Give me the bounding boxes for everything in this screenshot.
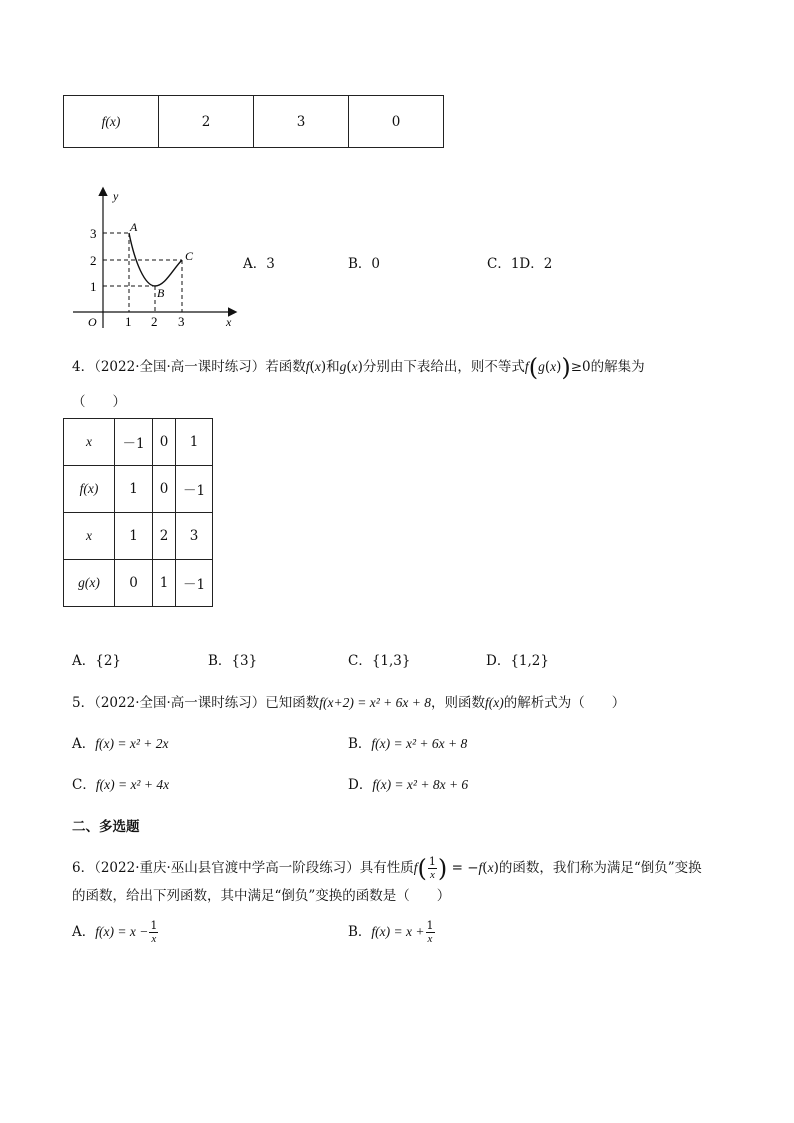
table-cell: 3	[176, 513, 213, 560]
y-tick-3: 3	[90, 226, 97, 241]
table-row	[64, 560, 213, 607]
q6-stem: 6．（2022·重庆·巫山县官渡中学高一阶段练习）具有性质f( $\frac{1}{x}$ ) = −f(x)的函数，我们称为满足“倒负”变换	[72, 854, 702, 883]
q5-prefix: 5．（2022·全国·高一课时练习）已知函数	[72, 695, 320, 711]
q6-prefix: 6．（2022·重庆·巫山县官渡中学高一阶段练习）具有性质	[72, 860, 414, 876]
q5-stem	[72, 694, 625, 712]
q5-option-b: B．f(x) = x² + 6x + 8	[348, 736, 468, 752]
origin-label: O	[88, 315, 97, 329]
table-row	[64, 419, 213, 466]
q4-gx: g	[339, 359, 347, 374]
table-cell: 0	[349, 96, 444, 148]
q3-option-c: C．1D．2	[487, 256, 553, 272]
dashed-guides	[103, 233, 182, 312]
y-axis-label: y	[113, 189, 119, 203]
table-cell: 2	[153, 513, 176, 560]
q5-given: f(x+2) = x² + 6x + 8	[319, 695, 431, 710]
table-cell: 1	[115, 513, 153, 560]
q5-option-c: C．f(x) = x² + 4x	[72, 777, 170, 793]
q5-fx: f(x)	[485, 695, 504, 710]
x-axis-label: x	[226, 315, 232, 329]
q4-fgx: f	[524, 359, 529, 374]
x-tick-3: 3	[178, 314, 185, 329]
x-tick-1: 1	[125, 314, 132, 329]
table-cell: －1	[176, 466, 213, 513]
table-cell-label: f(x)	[64, 96, 159, 148]
table-cell: 0	[153, 466, 176, 513]
q4-prefix: 4．（2022·全国·高一课时练习）若函数	[72, 359, 306, 375]
q4-paren: （ ）	[72, 394, 126, 410]
function-graph	[65, 183, 245, 333]
q6-suffix: 的函数，我们称为满足“倒负”变换	[498, 860, 702, 876]
q4-option-a: A．{2}	[72, 653, 122, 669]
table-cell: 1	[115, 466, 153, 513]
q5-option-a: A．f(x) = x² + 2x	[72, 736, 169, 752]
table-cell: 1	[153, 560, 176, 607]
x-tick-2: 2	[151, 314, 158, 329]
q4-mid2: 分别由下表给出，则不等式	[362, 359, 525, 375]
q4-fx: f	[305, 359, 310, 374]
y-tick-2: 2	[90, 253, 97, 268]
q4-option-c: C．{1,3}	[348, 653, 411, 669]
q3-option-b: B．0	[348, 256, 381, 272]
q5-suffix: 的解析式为（ ）	[503, 695, 626, 711]
table-cell: 2	[159, 96, 254, 148]
point-c-label: C	[185, 249, 194, 263]
table-cell: 0	[115, 560, 153, 607]
table-cell-label: x	[64, 419, 115, 466]
table-row	[64, 513, 213, 560]
q6-option-b: B．f(x) = x + $\frac{1}{x}$	[348, 919, 434, 945]
point-a-label: A	[130, 220, 138, 234]
table-cell: 1	[176, 419, 213, 466]
table-cell: －1	[115, 419, 153, 466]
table-row	[64, 96, 444, 148]
table-cell: 3	[254, 96, 349, 148]
table-cell-label: f(x)	[64, 466, 115, 513]
q4-table	[63, 418, 213, 607]
q4-option-b: B．{3}	[208, 653, 258, 669]
q4-option-d: D．{1,2}	[486, 653, 549, 669]
point-b-label: B	[157, 286, 165, 300]
table-cell: 0	[153, 419, 176, 466]
y-tick-1: 1	[90, 279, 97, 294]
q5-mid: ，则函数	[431, 695, 485, 711]
q6-option-a: A．f(x) = x − $\frac{1}{x}$	[72, 919, 158, 945]
q6-line2: 的函数，给出下列函数，其中满足“倒负”变换的函数是（ ）	[72, 888, 451, 904]
q5-option-d: D．f(x) = x² + 8x + 6	[348, 777, 469, 793]
q4-mid1: 和	[326, 359, 340, 375]
table-row	[64, 466, 213, 513]
table-cell-label: g(x)	[64, 560, 115, 607]
table-cell-label: x	[64, 513, 115, 560]
section-title: 二、多选题	[72, 819, 140, 835]
q4-suffix: ≥0的解集为	[570, 359, 645, 375]
q4-stem: 4．（2022·全国·高一课时练习）若函数f(x)和g(x)分别由下表给出，则不等式f(g(x))≥0的解集为	[72, 353, 645, 382]
q3-option-a: A．3	[243, 256, 275, 272]
top-value-table	[63, 95, 444, 148]
table-cell: －1	[176, 560, 213, 607]
